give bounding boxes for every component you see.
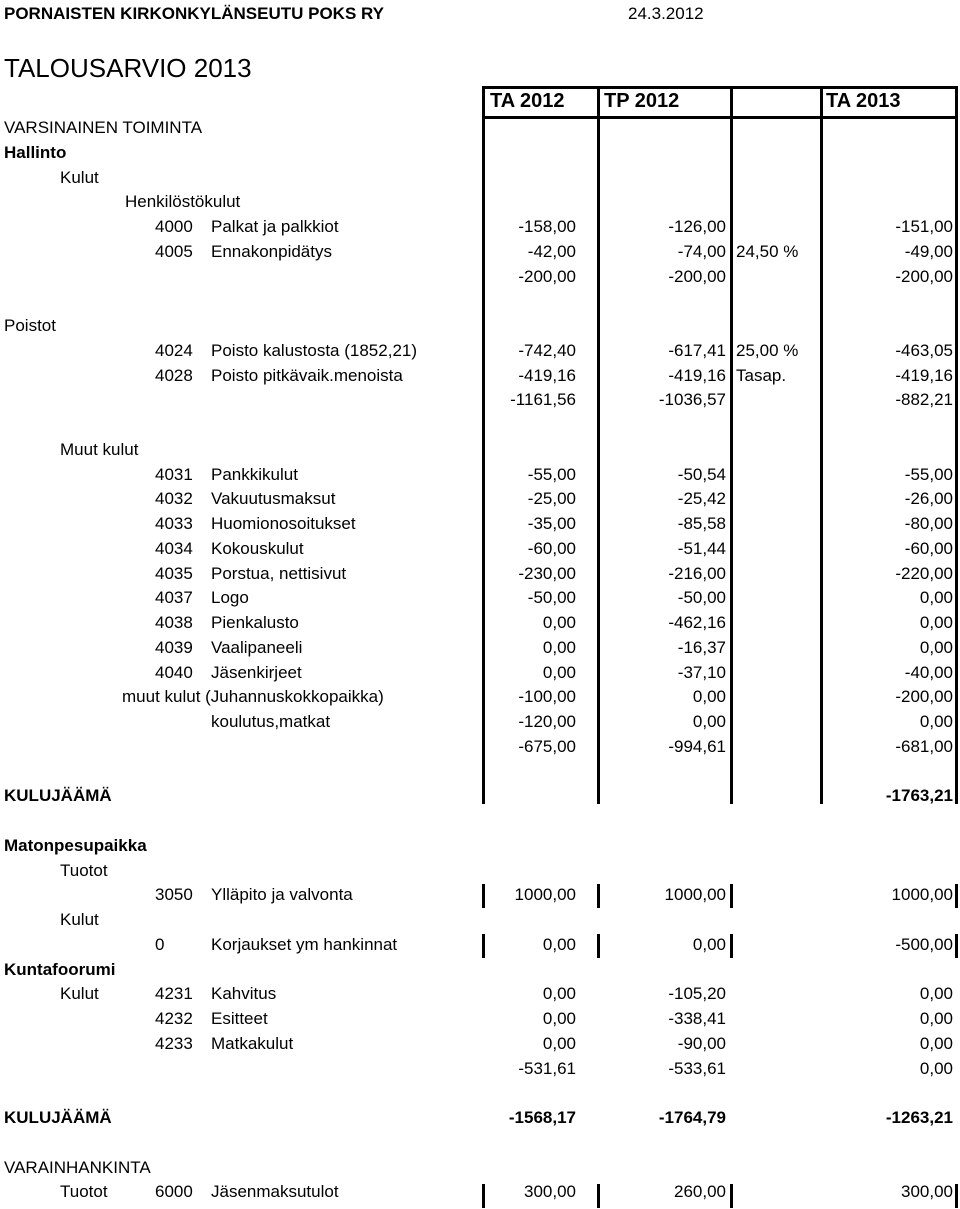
value-tp2012: -994,61: [668, 736, 726, 756]
value-ta2013: 0,00: [919, 1058, 953, 1078]
value-ta2013: 0,00: [919, 588, 953, 608]
value-tp2012: -74,00: [677, 241, 726, 261]
section-heading: VARAINHANKINTA: [4, 1157, 151, 1177]
account-code: 4233: [155, 1033, 193, 1053]
account-code: 4024: [155, 340, 193, 360]
table-row: [0, 168, 960, 193]
value-ta2013: -220,00: [895, 563, 953, 583]
value-ta2013: 0,00: [919, 712, 953, 731]
value-tp2012: 1000,00: [664, 885, 726, 905]
table-row: [0, 935, 960, 960]
value-ta2012: 0,00: [542, 934, 576, 954]
value-ta2013: -463,05: [895, 340, 953, 360]
account-name: Korjaukset ym hankinnat: [211, 934, 398, 954]
table-row: [0, 217, 960, 242]
section-heading: KULUJÄÄMÄ: [4, 786, 112, 806]
value-tp2012: -462,16: [668, 613, 726, 632]
value-ta2012: -60,00: [527, 538, 576, 558]
table-row: [0, 564, 960, 589]
value-ta2012: -120,00: [518, 712, 576, 731]
account-name: muut kulut (Juhannuskokkopaikka): [122, 687, 384, 707]
table-row: [0, 588, 960, 613]
table-row: [0, 465, 960, 490]
account-name: Ylläpito ja valvonta: [211, 885, 353, 905]
account-name: Ennakonpidätys: [211, 241, 332, 261]
account-code: 4038: [155, 613, 193, 632]
table-row: [0, 291, 960, 316]
value-ta2013: -200,00: [895, 687, 953, 707]
account-name: Poisto kalustosta (1852,21): [211, 340, 418, 360]
account-code: 4031: [155, 464, 193, 484]
value-ta2013: -55,00: [904, 464, 953, 484]
value-ta2012: -158,00: [518, 217, 576, 236]
table-row: [0, 613, 960, 638]
value-tp2012: -1036,57: [658, 390, 726, 410]
table-row: [0, 861, 960, 886]
section-heading: Poistot: [4, 316, 56, 335]
table-row: [0, 663, 960, 688]
account-name: Pankkikulut: [211, 464, 298, 484]
header-top-line: [482, 86, 958, 89]
value-ta2012: 0,00: [542, 613, 576, 632]
table-row: [0, 1133, 960, 1158]
group-label: Kulut: [60, 167, 99, 187]
table-row: [0, 192, 960, 217]
value-tp2012: -37,10: [677, 662, 726, 682]
value-ta2012: -419,16: [518, 365, 576, 385]
value-tp2012: -90,00: [677, 1033, 726, 1053]
value-ta2012: -100,00: [518, 687, 576, 707]
table-row: [0, 539, 960, 564]
account-name: Vakuutusmaksut: [211, 489, 336, 509]
account-name: Kokouskulut: [211, 538, 304, 558]
account-code: 4034: [155, 538, 193, 558]
table-row: [0, 1009, 960, 1034]
account-name: Logo: [211, 588, 249, 608]
group-label: Tuotot: [60, 1182, 108, 1202]
value-tp2012: -85,58: [677, 514, 726, 533]
value-tp2012: -338,41: [668, 1009, 726, 1028]
group-label: Kulut: [60, 910, 99, 929]
table-row: [0, 811, 960, 836]
value-ta2012: -35,00: [527, 514, 576, 533]
table-row: [0, 885, 960, 910]
table-row: [0, 786, 960, 811]
subgroup-label: Henkilöstökulut: [125, 192, 241, 212]
account-name: Poisto pitkävaik.menoista: [211, 365, 403, 385]
value-ta2012: -50,00: [527, 588, 576, 608]
table-row: [0, 737, 960, 762]
value-ta2013: -1263,21: [885, 1108, 953, 1127]
value-ta2013: -419,16: [895, 365, 953, 385]
value-ta2012: -200,00: [518, 266, 576, 286]
organization-name: PORNAISTEN KIRKONKYLÄNSEUTU POKS RY: [4, 4, 385, 23]
value-ta2013: -60,00: [904, 538, 953, 558]
account-code: 4033: [155, 514, 193, 533]
value-tp2012: -200,00: [668, 266, 726, 286]
account-code: 4039: [155, 637, 193, 657]
account-name: Jäsenmaksutulot: [211, 1182, 339, 1202]
table-row: [0, 762, 960, 787]
page-title: TALOUSARVIO 2013: [4, 53, 252, 83]
value-ta2013: 0,00: [919, 1033, 953, 1053]
account-code: 4028: [155, 365, 193, 385]
value-tp2012: -105,20: [668, 984, 726, 1004]
value-ta2012: 0,00: [542, 662, 576, 682]
table-row: [0, 1059, 960, 1084]
account-name: Esitteet: [211, 1009, 268, 1028]
table-row: [0, 1158, 960, 1183]
value-ta2012: -42,00: [527, 241, 576, 261]
column-header-ta2012: TA 2012: [490, 90, 565, 112]
account-name: Huomionosoitukset: [211, 514, 356, 533]
account-code: 0: [155, 934, 165, 954]
value-tp2012: -216,00: [668, 563, 726, 583]
account-code: 4232: [155, 1009, 193, 1028]
value-ta2013: -1763,21: [885, 786, 953, 806]
value-tp2012: -533,61: [668, 1058, 726, 1078]
account-code: 4032: [155, 489, 193, 509]
value-ta2013: -80,00: [904, 514, 953, 533]
table-row: [0, 638, 960, 663]
value-ta2013: -40,00: [904, 662, 953, 682]
table-row: [0, 1108, 960, 1133]
value-ta2013: -882,21: [895, 390, 953, 410]
value-ta2012: 0,00: [542, 637, 576, 657]
value-tp2012: -50,54: [677, 464, 726, 484]
table-row: [0, 316, 960, 341]
table-row: [0, 687, 960, 712]
table-row: [0, 366, 960, 391]
account-name: koulutus,matkat: [211, 712, 331, 731]
value-ta2012: -55,00: [527, 464, 576, 484]
column-header-ta2013: TA 2013: [826, 90, 901, 112]
value-tp2012: 0,00: [692, 934, 726, 954]
section-heading: Kuntafoorumi: [4, 959, 116, 979]
change-percent: 25,00 %: [736, 340, 799, 360]
value-ta2013: -681,00: [895, 736, 953, 756]
value-ta2013: 0,00: [919, 637, 953, 657]
value-ta2012: -675,00: [518, 736, 576, 756]
table-row: [0, 514, 960, 539]
section-heading: VARSINAINEN TOIMINTA: [4, 118, 203, 137]
value-ta2012: 300,00: [524, 1182, 576, 1202]
value-ta2012: -531,61: [518, 1058, 576, 1078]
value-tp2012: -126,00: [668, 217, 726, 236]
change-percent: 24,50 %: [736, 241, 799, 261]
value-tp2012: 0,00: [692, 687, 726, 707]
table-row: [0, 960, 960, 985]
section-heading: KULUJÄÄMÄ: [4, 1108, 112, 1127]
table-row: [0, 143, 960, 168]
value-ta2012: -1161,56: [510, 390, 576, 410]
value-ta2013: -26,00: [904, 489, 953, 509]
value-tp2012: -50,00: [677, 588, 726, 608]
account-code: 4005: [155, 241, 193, 261]
table-row: [0, 390, 960, 415]
value-ta2013: 0,00: [919, 613, 953, 632]
value-ta2012: 0,00: [542, 984, 576, 1004]
change-percent: Tasap.: [736, 365, 787, 385]
table-row: [0, 118, 960, 143]
table-row: [0, 1182, 960, 1207]
table-row: [0, 1083, 960, 1108]
group-label: Kulut: [60, 984, 99, 1004]
value-ta2013: 0,00: [919, 1009, 953, 1028]
value-tp2012: -16,37: [677, 637, 726, 657]
value-tp2012: -51,44: [677, 538, 726, 558]
document-date: 24.3.2012: [628, 4, 704, 23]
account-name: Matkakulut: [211, 1033, 294, 1053]
value-ta2012: 0,00: [542, 1009, 576, 1028]
value-ta2012: -230,00: [518, 563, 576, 583]
table-row: [0, 440, 960, 465]
account-name: Palkat ja palkkiot: [211, 217, 339, 236]
account-code: 3050: [155, 885, 193, 905]
account-name: Jäsenkirjeet: [211, 662, 302, 682]
value-tp2012: 260,00: [674, 1182, 726, 1202]
table-row: [0, 415, 960, 440]
account-code: 6000: [155, 1182, 193, 1202]
account-name: Kahvitus: [211, 984, 277, 1004]
value-ta2013: -49,00: [904, 241, 953, 261]
table-row: [0, 242, 960, 267]
table-row: [0, 712, 960, 737]
account-code: 4037: [155, 588, 193, 608]
group-label: Tuotot: [60, 860, 108, 880]
value-ta2013: 0,00: [919, 984, 953, 1004]
account-name: Vaalipaneeli: [211, 637, 303, 657]
value-tp2012: 0,00: [692, 712, 726, 731]
value-tp2012: -1764,79: [658, 1108, 726, 1127]
value-ta2013: -200,00: [895, 266, 953, 286]
group-label: Muut kulut: [60, 439, 139, 459]
value-ta2012: 1000,00: [514, 885, 576, 905]
table-row: [0, 341, 960, 366]
value-tp2012: -617,41: [668, 340, 726, 360]
account-code: 4040: [155, 662, 193, 682]
value-ta2013: -151,00: [895, 217, 953, 236]
table-row: [0, 984, 960, 1009]
section-heading: Hallinto: [4, 142, 67, 162]
value-tp2012: -419,16: [668, 365, 726, 385]
table-row: [0, 1034, 960, 1059]
account-code: 4035: [155, 563, 193, 583]
account-name: Pienkalusto: [211, 613, 299, 632]
account-code: 4231: [155, 984, 193, 1004]
account-code: 4000: [155, 217, 193, 236]
value-ta2012: 0,00: [542, 1033, 576, 1053]
table-row: [0, 910, 960, 935]
value-ta2012: -742,40: [518, 340, 576, 360]
value-ta2012: -25,00: [527, 489, 576, 509]
table-row: [0, 267, 960, 292]
value-ta2013: -500,00: [895, 934, 953, 954]
section-heading: Matonpesupaikka: [4, 835, 147, 855]
table-row: [0, 489, 960, 514]
value-ta2012: -1568,17: [508, 1108, 576, 1127]
column-header-tp2012: TP 2012: [604, 90, 680, 112]
value-tp2012: -25,42: [677, 489, 726, 509]
value-ta2013: 300,00: [901, 1182, 953, 1202]
value-ta2013: 1000,00: [891, 885, 953, 905]
table-row: [0, 836, 960, 861]
account-name: Porstua, nettisivut: [211, 563, 347, 583]
